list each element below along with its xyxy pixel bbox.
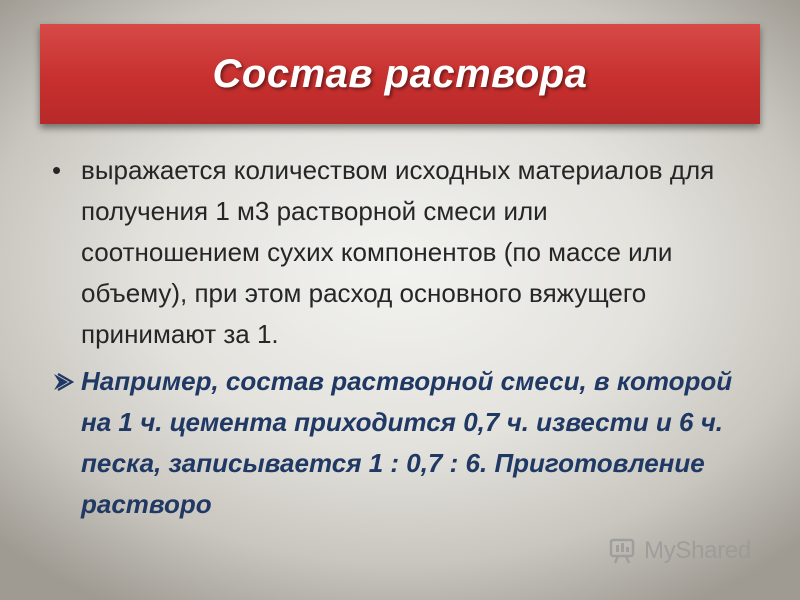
watermark-text: MyShared bbox=[644, 537, 751, 564]
myshared-logo-icon bbox=[608, 536, 638, 566]
slide-title: Состав раствора bbox=[212, 51, 588, 96]
example-text: Например, состав растворной смеси, в которой на 1 ч. цемента приходится 0,7 ч. извести и 6 ч. песка, записывается 1 : 0,7 : 6. Приготовление растворо bbox=[81, 366, 733, 519]
myshared-watermark bbox=[608, 536, 751, 566]
arrow-bullet-icon bbox=[52, 361, 81, 402]
title-bar bbox=[40, 24, 760, 124]
bullet-item bbox=[52, 150, 752, 355]
bullet-dot: • bbox=[52, 155, 62, 185]
example-bullet-item bbox=[52, 361, 752, 525]
bullet-text: выражается количеством исходных материалов для получения 1 м3 растворной смеси или соотношением сухих компонентов (по массе или объему), при этом расход основного вяжущего принимают за 1. bbox=[81, 155, 715, 349]
slide-content bbox=[52, 150, 752, 525]
